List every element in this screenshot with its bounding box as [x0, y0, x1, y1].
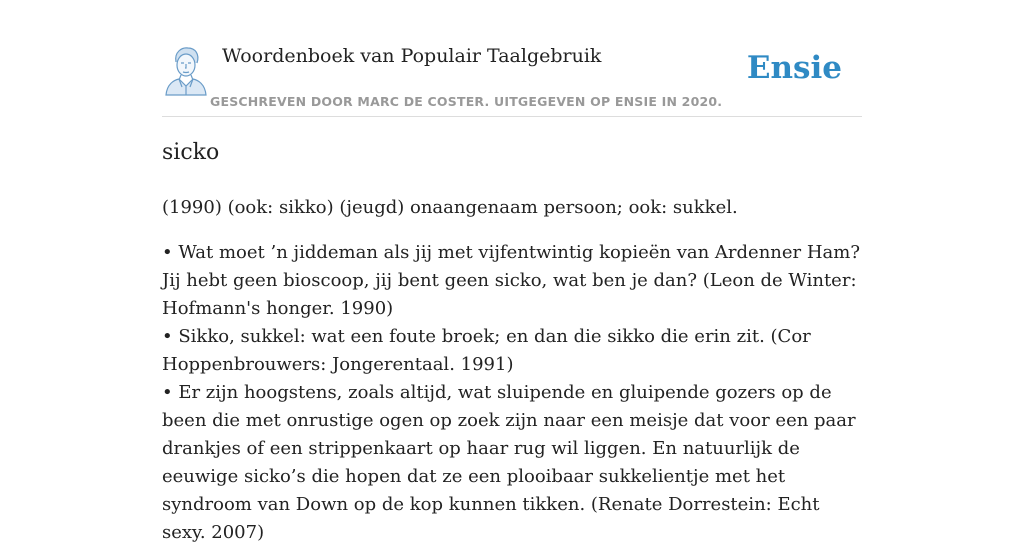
example-quote: • Sikko, sukkel: wat een foute broek; en dan die sikko die erin zit. (Cor Hoppenbrouwers: Jongerentaal. 1991): [162, 326, 811, 375]
byline: GESCHREVEN DOOR MARC DE COSTER. UITGEGEVEN OP ENSIE IN 2020.: [210, 94, 723, 109]
ensie-logo[interactable]: Ensie: [746, 50, 842, 86]
entry-examples: [162, 239, 862, 547]
author-portrait-icon[interactable]: [162, 44, 210, 96]
page-container: [162, 0, 862, 543]
site-header: [162, 0, 862, 117]
example-quote: • Er zijn hoogstens, zoals altijd, wat sluipende en gluipende gozers op de been die met onrustige ogen op zoek zijn naar een meisje dat voor een paar drankjes of een strippenkaart op haar rug wil liggen. En natuurlijk de eeuwige sicko’s die hopen dat ze een plooibaar sukkelientje met het syndroom van Down op de kop kunnen tikken. (Renate Dorrestein: Echt sexy. 2007): [162, 382, 856, 543]
entry-term: sicko: [162, 140, 220, 165]
example-quote: • Wat moet ’n jiddeman als jij met vijfentwintig kopieën van Ardenner Ham? Jij hebt geen bioscoop, jij bent geen sicko, wat ben je dan? (Leon de Winter: Hofmann's honger. 1990): [162, 242, 861, 319]
book-title[interactable]: Woordenboek van Populair Taalgebruik: [222, 45, 602, 67]
entry-definition: (1990) (ook: sikko) (jeugd) onaangenaam persoon; ook: sukkel.: [162, 197, 738, 218]
